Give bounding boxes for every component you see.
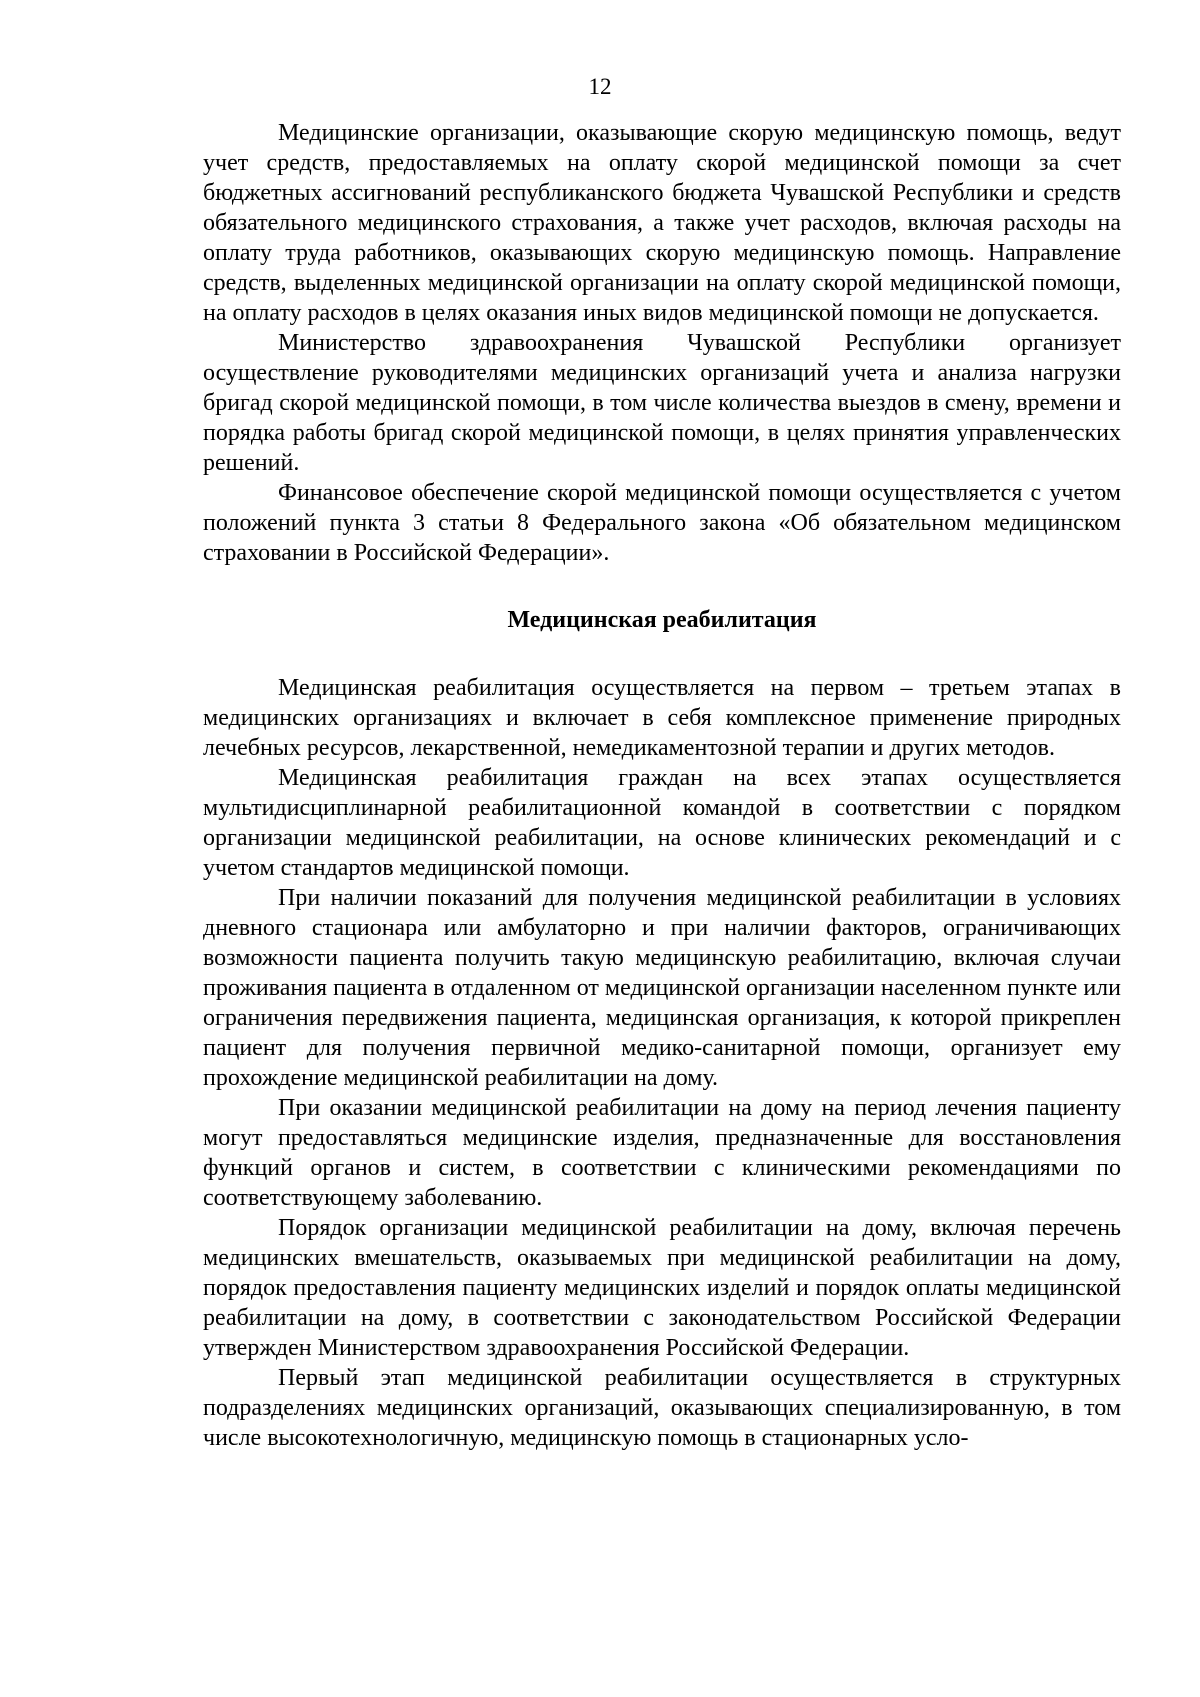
paragraph-ambulance-financing: Финансовое обеспечение скорой медицинской помощи осуществляется с учетом положений пункта 3 статьи 8 Федерального закона «Об обязательном медицинском страховании в Российской Федерации». — [203, 480, 1121, 566]
paragraph-home-rehab-devices: При оказании медицинской реабилитации на дому на период лечения пациенту могут предоставляться медицинские изделия, предназначенные для восстановления функций органов и систем, в соответствии с клиническими рекомендациями по соответствующему заболеванию. — [203, 1095, 1121, 1211]
paragraph-rehab-team: Медицинская реабилитация граждан на всех этапах осуществляется мультидисциплинарной реабилитационной командой в соответствии с порядком организации медицинской реабилитации, на основе клинических рекомендаций и с учетом стандартов медицинской помощи. — [203, 765, 1121, 881]
paragraph-first-stage: Первый этап медицинской реабилитации осуществляется в структурных подразделениях медицинских организаций, оказывающих специализированную, в том числе высокотехнологичную, медицинскую помощь в стационарных усло- — [203, 1365, 1121, 1451]
paragraph-ministry-workload-analysis: Министерство здравоохранения Чувашской Республики организует осуществление руководителями медицинских организаций учета и анализа нагрузки бригад скорой медицинской помощи, в том числе количества выездов в смену, времени и порядка работы бригад скорой медицинской помощи, в целях принятия управленческих решений. — [203, 330, 1121, 476]
paragraph-rehab-stages: Медицинская реабилитация осуществляется на первом – третьем этапах в медицинских организациях и включает в себя комплексное применение природных лечебных ресурсов, лекарственной, немедикаментозной терапии и других методов. — [203, 675, 1121, 761]
section-heading: Медицинская реабилитация — [507, 607, 817, 633]
paragraph-ambulance-funds-accounting: Медицинские организации, оказывающие скорую медицинскую помощь, ведут учет средств, предоставляемых на оплату скорой медицинской помощи за счет бюджетных ассигнований республиканского бюджета Чувашской Республики и средств обязательного медицинского страхования, а также учет расходов, включая расходы на оплату труда работников, оказывающих скорую медицинскую помощь. Направление средств, выделенных медицинской организации на оплату скорой медицинской помощи, на оплату расходов в целях оказания иных видов медицинской помощи не допускается. — [203, 120, 1121, 326]
paragraph-home-rehab-conditions: При наличии показаний для получения медицинской реабилитации в условиях дневного стационара или амбулаторно и при наличии факторов, ограничивающих возможности пациента получить такую медицинскую реабилитацию, включая случаи проживания пациента в отдаленном от медицинской организации населенном пункте или ограничения передвижения пациента, медицинская организация, к которой прикреплен пациент для получения первичной медико-санитарной помощи, организует ему прохождение медицинской реабилитации на дому. — [203, 885, 1121, 1091]
document-body — [203, 118, 1121, 1453]
paragraph-home-rehab-procedure: Порядок организации медицинской реабилитации на дому, включая перечень медицинских вмешательств, оказываемых при медицинской реабилитации на дому, порядок предоставления пациенту медицинских изделий и порядок оплаты медицинской реабилитации на дому, в соответствии с законодательством Российской Федерации утвержден Министерством здравоохранения Российской Федерации. — [203, 1215, 1121, 1361]
page-number: 12 — [588, 74, 612, 99]
